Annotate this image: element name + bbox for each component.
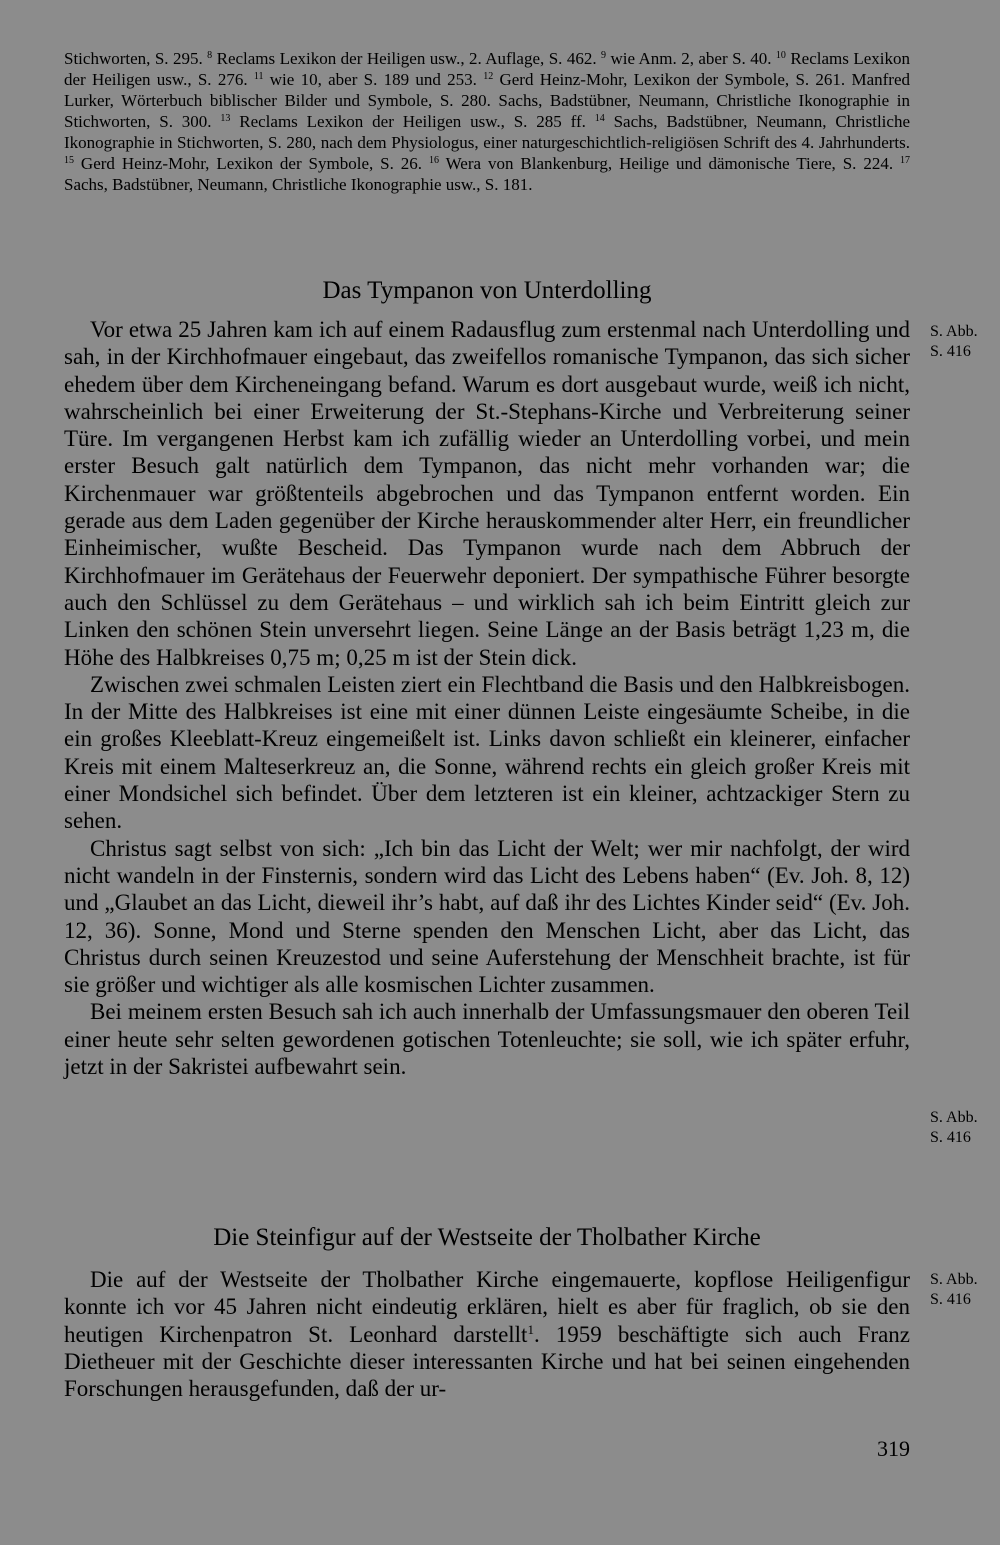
margin-note-figure-reference [930,322,996,362]
footnote-text: Gerd Heinz-Mohr, Lexikon der Symbole, S. 26. [74,154,429,173]
section-heading-tympanon: Das Tympanon von Unterdolling [322,277,652,304]
margin-note-line: S. Abb. [930,1109,978,1126]
footnote-text: Reclams Lexikon der Heiligen usw., 2. Auflage, S. 462. [212,49,602,68]
page-number: 319 [877,1436,910,1461]
footnote-marker: 9 [601,50,607,61]
margin-note-line: S. Abb. [930,323,978,340]
footnote-text: wie 10, aber S. 189 und 253. [263,70,484,89]
footnote-text: Gerd Heinz-Mohr, Lexikon der Symbole, S. 261. Manfred Lurker, Wörterbuch biblischer Bilder und Symbole, S. 280. Sachs, Badstübner, Neumann, Christliche Ikonographie in Stichworten, S. 300. [64,70,910,131]
paragraph: Vor etwa 25 Jahren kam ich auf einem Radausflug zum erstenmal nach Unterdolling und sah, in der Kirchhofmauer eingebaut, das zweifellos romanische Tympanon, das sich sicher ehedem über dem Kircheneingang befand. Warum es dort ausgebaut wurde, weiß ich nicht, wahrscheinlich bei einer Erweiterung der St.-Stephans-Kirche und Verbreiterung seiner Türe. Im vergangenen Herbst kam ich zufällig wieder an Unterdolling vorbei, und mein erster Besuch galt natürlich dem Tympanon, das nicht mehr vorhanden war; die Kirchenmauer war größtenteils abgebrochen und das Tympanon entfernt worden. Ein gerade aus dem Laden gegenüber der Kirche herauskommender alter Herr, ein freundlicher Einheimischer, wußte Bescheid. Das Tympanon wurde nach dem Abbruch der Kirchhofmauer im Gerätehaus der Feuerwehr deponiert. Der sympathische Führer besorgte auch den Schlüssel zu dem Gerätehaus – und wirklich sah ich beim Eintritt gleich zur Linken den schönen Stein unversehrt liegen. Seine Länge an der Basis beträgt 1,23 m, die Höhe des Halbkreises 0,75 m; 0,25 m ist der Stein dick. [64,317,910,670]
footnote-marker: 8 [207,50,213,61]
paragraph: Zwischen zwei schmalen Leisten ziert ein Flechtband die Basis und den Halbkreisbogen. In der Mitte des Halbkreises ist eine mit einer dünnen Leiste eingesäumte Scheibe, in die ein großes Kleeblatt-Kreuz eingemeißelt ist. Links davon schließt ein kleinerer, einfacher Kreis mit einem Malteserkreuz an, die Sonne, während rechts ein gleich großer Kreis mit einer Mondsichel sich befindet. Über dem letzteren ist ein kleiner, achtzackiger Stern zu sehen. [64,671,910,834]
section-tympanon [64,316,910,1080]
footnote-text: Sachs, Badstübner, Neumann, Christliche Ikonographie in Stichworten, S. 280, nach dem Physiologus, einer naturgeschichtlich-religiösen Schrift des 4. Jahrhunderts. [64,112,910,152]
paragraph-text: . 1959 beschäftigte sich auch Franz Dietheuer mit der Geschichte dieser interessanten Kirche und hat bei seinen eingehenden Forschungen herausgefunden, daß der ur- [64,1321,910,1402]
footnote-marker: 10 [775,50,786,61]
paragraph: Christus sagt selbst von sich: „Ich bin das Licht der Welt; wer mir nachfolgt, der wird nicht wandeln in der Finsternis, sondern wird das Licht des Lebens haben“ (Ev. Joh. 8, 12) und „Glaubet an das Licht, dieweil ihr’s habt, auf daß ihr des Lichtes Kinder seid“ (Ev. Joh. 12, 36). Sonne, Mond und Sterne spenden den Menschen Licht, aber das Licht, das Christus durch seinen Kreuzestod und seine Auferstehung der Menschheit brachte, ist für sie größer und wichtiger als alle kosmischen Lichter zusammen. [64,835,910,998]
margin-note-figure-reference [930,1108,996,1148]
footnote-marker: 17 [900,155,911,166]
footnote-text: Reclams Lexikon der Heiligen usw., S. 285 ff. [230,112,595,131]
margin-note-line: S. Abb. [930,1271,978,1288]
footnote-text: wie Anm. 2, aber S. 40. [606,49,776,68]
margin-note-line: S. 416 [930,343,971,360]
section-steinfigur [64,1266,910,1402]
footnote-marker: 14 [594,113,605,124]
margin-note-figure-reference [930,1270,996,1310]
footnote-marker: 15 [64,155,74,166]
footnotes [64,48,910,195]
footnote-reference: 1 [527,1321,534,1337]
footnote-marker: 16 [428,155,439,166]
margin-note-line: S. 416 [930,1291,971,1308]
margin-note-line: S. 416 [930,1129,971,1146]
footnote-marker: 12 [483,71,494,82]
paragraph [64,1266,910,1402]
footnote-text: Sachs, Badstübner, Neumann, Christliche Ikonographie usw., S. 181. [64,175,533,194]
footnote-text: Stichworten, S. 295. [64,49,208,68]
footnote-text: Reclams Lexikon der Heiligen usw., S. 276. [64,49,910,89]
paragraph-text: Die auf der Westseite der Tholbather Kirche eingemauerte, kopflose Heiligenfigur konnte ich vor 45 Jahren nicht eindeutig erklären, hielt es aber für fraglich, ob sie den heutigen Kirchenpatron St. Leonhard darstellt [64,1267,910,1347]
footnote-marker: 11 [253,71,264,82]
footnote-marker: 13 [220,113,231,124]
paragraph: Bei meinem ersten Besuch sah ich auch innerhalb der Umfassungsmauer den oberen Teil einer heute sehr selten gewordenen gotischen Totenleuchte; sie soll, wie ich später erfuhr, jetzt in der Sakristei aufbewahrt sein. [64,999,910,1080]
footnote-text: Wera von Blankenburg, Heilige und dämonische Tiere, S. 224. [438,154,901,173]
section-heading-steinfigur: Die Steinfigur auf der Westseite der Tholbather Kirche [213,1224,761,1251]
